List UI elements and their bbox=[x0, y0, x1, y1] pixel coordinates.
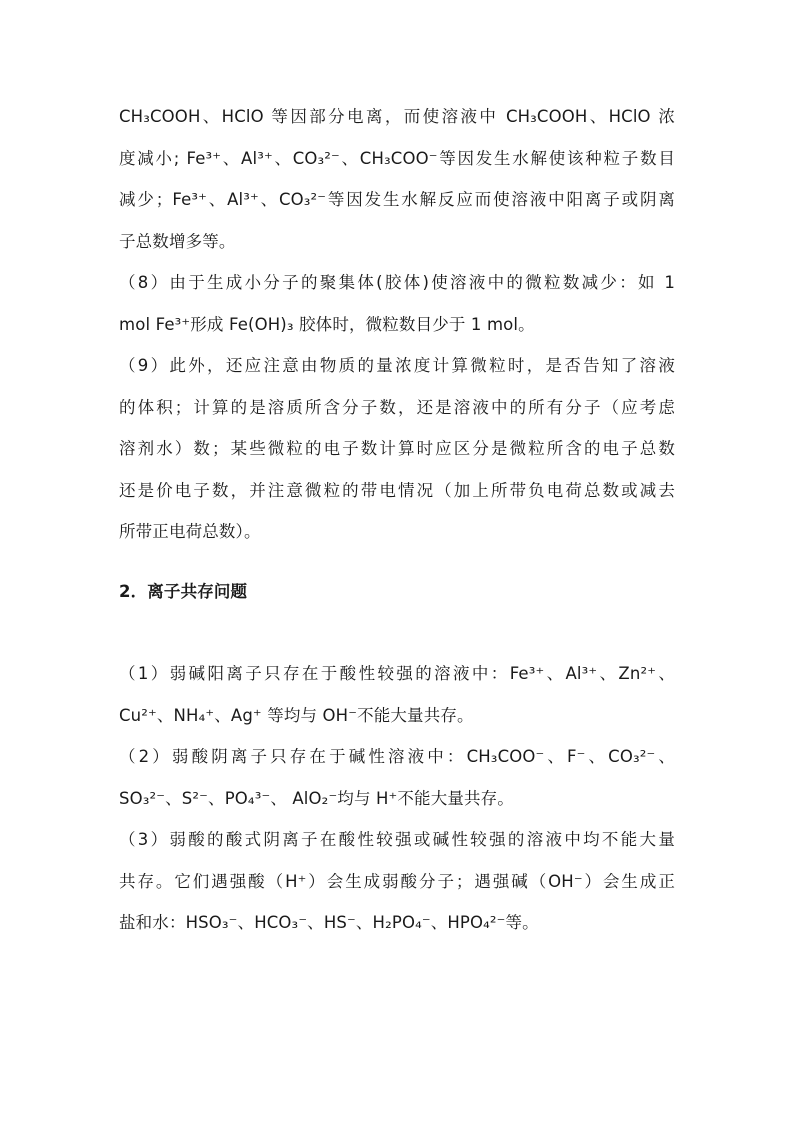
paragraph-line: （9）此外，还应注意由物质的量浓度计算微粒时，是否告知了溶液 bbox=[119, 356, 675, 375]
paragraph-line: 减少；Fe³⁺、Al³⁺、CO₃²⁻等因发生水解反应而使溶液中阳离子或阴离 bbox=[119, 190, 675, 209]
paragraph-line: 盐和水：HSO₃⁻、HCO₃⁻、HS⁻、H₂PO₄⁻、HPO₄²⁻等。 bbox=[119, 913, 539, 932]
paragraph-line: 共存。它们遇强酸（H⁺）会生成弱酸分子；遇强碱（OH⁻）会生成正 bbox=[119, 871, 675, 891]
paragraph-line: 还是价电子数，并注意微粒的带电情况（加上所带负电荷总数或减去 bbox=[119, 480, 675, 500]
paragraph-line: 的体积；计算的是溶质所含分子数，还是溶液中的所有分子（应考虑 bbox=[119, 397, 675, 417]
paragraph-line: （3）弱酸的酸式阴离子在酸性较强或碱性较强的溶液中均不能大量 bbox=[119, 830, 675, 849]
paragraph-line: （2）弱酸阴离子只存在于碱性溶液中：CH₃COO⁻、F⁻、CO₃²⁻、 bbox=[119, 747, 675, 766]
paragraph-line: CH₃COOH、HClO 等因部分电离，而使溶液中 CH₃COOH、HClO 浓 bbox=[119, 107, 675, 126]
paragraph-line: 溶剂水）数；某些微粒的电子数计算时应区分是微粒所含的电子总数 bbox=[119, 439, 675, 458]
paragraph-line: SO₃²⁻、S²⁻、PO₄³⁻、 AlO₂⁻均与 H⁺不能大量共存。 bbox=[119, 788, 514, 808]
paragraph-line: （8）由于生成小分子的聚集体(胶体)使溶液中的微粒数减少：如 1 bbox=[119, 273, 675, 292]
paragraph-line: 度减小; Fe³⁺、Al³⁺、CO₃²⁻、CH₃COO⁻等因发生水解使该种粒子数目 bbox=[119, 148, 675, 168]
section-title: 2．离子共存问题 bbox=[119, 582, 248, 601]
paragraph-line: Cu²⁺、NH₄⁺、Ag⁺ 等均与 OH⁻不能大量共存。 bbox=[119, 705, 474, 725]
paragraph-line: （1）弱碱阳离子只存在于酸性较强的溶液中：Fe³⁺、Al³⁺、Zn²⁺、 bbox=[119, 664, 675, 683]
paragraph-line: 子总数增多等。 bbox=[119, 231, 236, 251]
document-body bbox=[119, 100, 675, 948]
paragraph-line: 所带正电荷总数）。 bbox=[119, 522, 261, 541]
paragraph-line: mol Fe³⁺形成 Fe(OH)₃ 胶体时，微粒数目少于 1 mol。 bbox=[119, 314, 535, 334]
